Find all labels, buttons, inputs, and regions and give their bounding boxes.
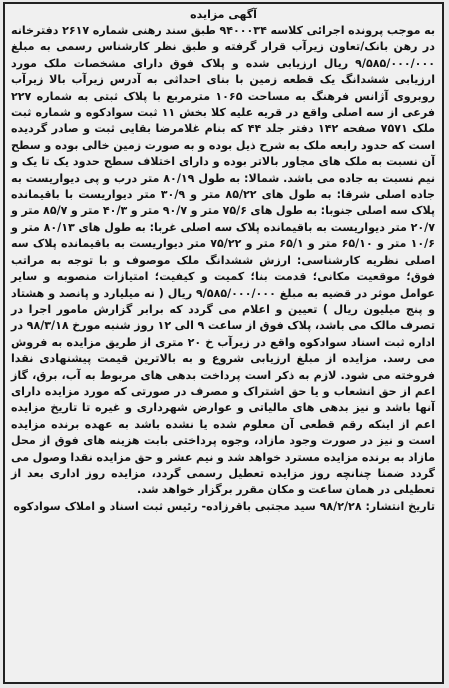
auction-notice: [3, 2, 444, 684]
notice-title: آگهی مزایده: [190, 8, 257, 21]
notice-body: به موجب پرونده اجرائی کلاسه ۹۴۰۰۰۳۴ طبق سند رهنی شماره ۲۶۱۷ دفترخانه در رهن بانک/تعاون زیرآب قرار گرفته و طبق نظر کارشناس رسمی به مبلغ ۹/۵۸۵/۰۰۰/۰۰۰ ریال ارزیابی شده و پلاک فوق دارای مشخصات ملک مورد ارزیابی ششدانگ یک قطعه زمین با بنای احداثی به آدرس زیرآب بالا زیرآب روبروی آژانس فرهنگ به مساحت ۱۰۶۵ مترمربع با پلاک ثبتی به شماره ۲۲۷ فرعی از سه اصلی واقع در قریه علیه کلا بخش ۱۱ ثبت سوادکوه و شماره ثبت ملک ۷۵۷۱ صفحه ۱۴۲ دفتر جلد ۴۴ که بنام غلامرضا بقایی ثبت و صادر گردیده است که حدود رابعه ملک به شرح ذیل بوده و به صورت زمین خالی بوده و سطح آن نسبت به ملک های مجاور بالاتر بوده و دارای اختلاف سطح حدود یک تا یک و نیم نسبت به جاده می باشد. شمالا: به طول ۸۰/۱۹ متر درب و پی دیواریست به جاده اصلی شرقا: به طول های ۸۵/۲۲ متر و ۳۰/۹ متر دیواریست با باقیمانده پلاک سه اصلی جنوبا: به طول های ۷۵/۶ متر و ۹۰/۷ متر و ۴۰/۳ متر و ۸۵/۷ متر و ۲۰/۷ متر دیواریست به باقیمانده پلاک سه اصلی غربا: به طول های ۸۰/۱۳ متر و ۱۰/۶ متر و ۶۵/۱۰ متر و ۶۵/۱ متر و ۷۵/۲۲ متر دیواریست به باقیمانده پلاک سه اصلی نظریه کارشناسی: ارزش ششدانگ ملک موصوف و با توجه به مراتب فوق؛ موقعیت مکانی؛ قدمت بنا؛ کمیت و کیفیت؛ امتیازات منصوبه و سایر عوامل موثر در قضیه به مبلغ ۹/۵۸۵/۰۰۰/۰۰۰ ریال ( نه میلیارد و پانصد و هشتاد و پنج میلیون ریال ) تعیین و اعلام می گردد که برابر گزارش مامور اجرا در تصرف مالک می باشد، پلاک فوق از ساعت ۹ الی ۱۲ روز شنبه مورخ ۹۸/۳/۱۸ در اداره ثبت اسناد سوادکوه واقع در زیرآب خ ۲۰ متری از طریق مزایده به فروش می رسد. مزایده از مبلغ ارزیابی شروع و به بالاترین قیمت پیشنهادی نقدا فروخته می شود. لازم به ذکر است پرداخت بدهی های مربوط به آب، برق، گاز اعم از حق انشعاب و یا حق اشتراک و مصرف در صورتی که مورد مزایده دارای آنها باشد و نیز بدهی های مالیاتی و عوارض شهرداری و غیره تا تاریخ مزایده اعم از اینکه رقم قطعی آن معلوم شده یا نشده باشد به عهده برنده مزایده است و نیز در صورت وجود مازاد، وجوه پرداختی بابت هزینه های فوق از محل مازاد به برنده مزایده مسترد خواهد شد و نیم عشر و حق مزایده نقدا وصول می گردد ضمنا چنانچه روز مزایده تعطیل رسمی گردد، مزایده روز اداری بعد از تعطیلی در همان ساعت و مکان مقرر برگزار خواهد شد.: [11, 24, 436, 497]
notice-footer: تاریخ انتشار: ۹۸/۲/۲۸ سید مجتبی باقرزاده- رئیس ثبت اسناد و املاک سوادکوه: [13, 499, 435, 513]
